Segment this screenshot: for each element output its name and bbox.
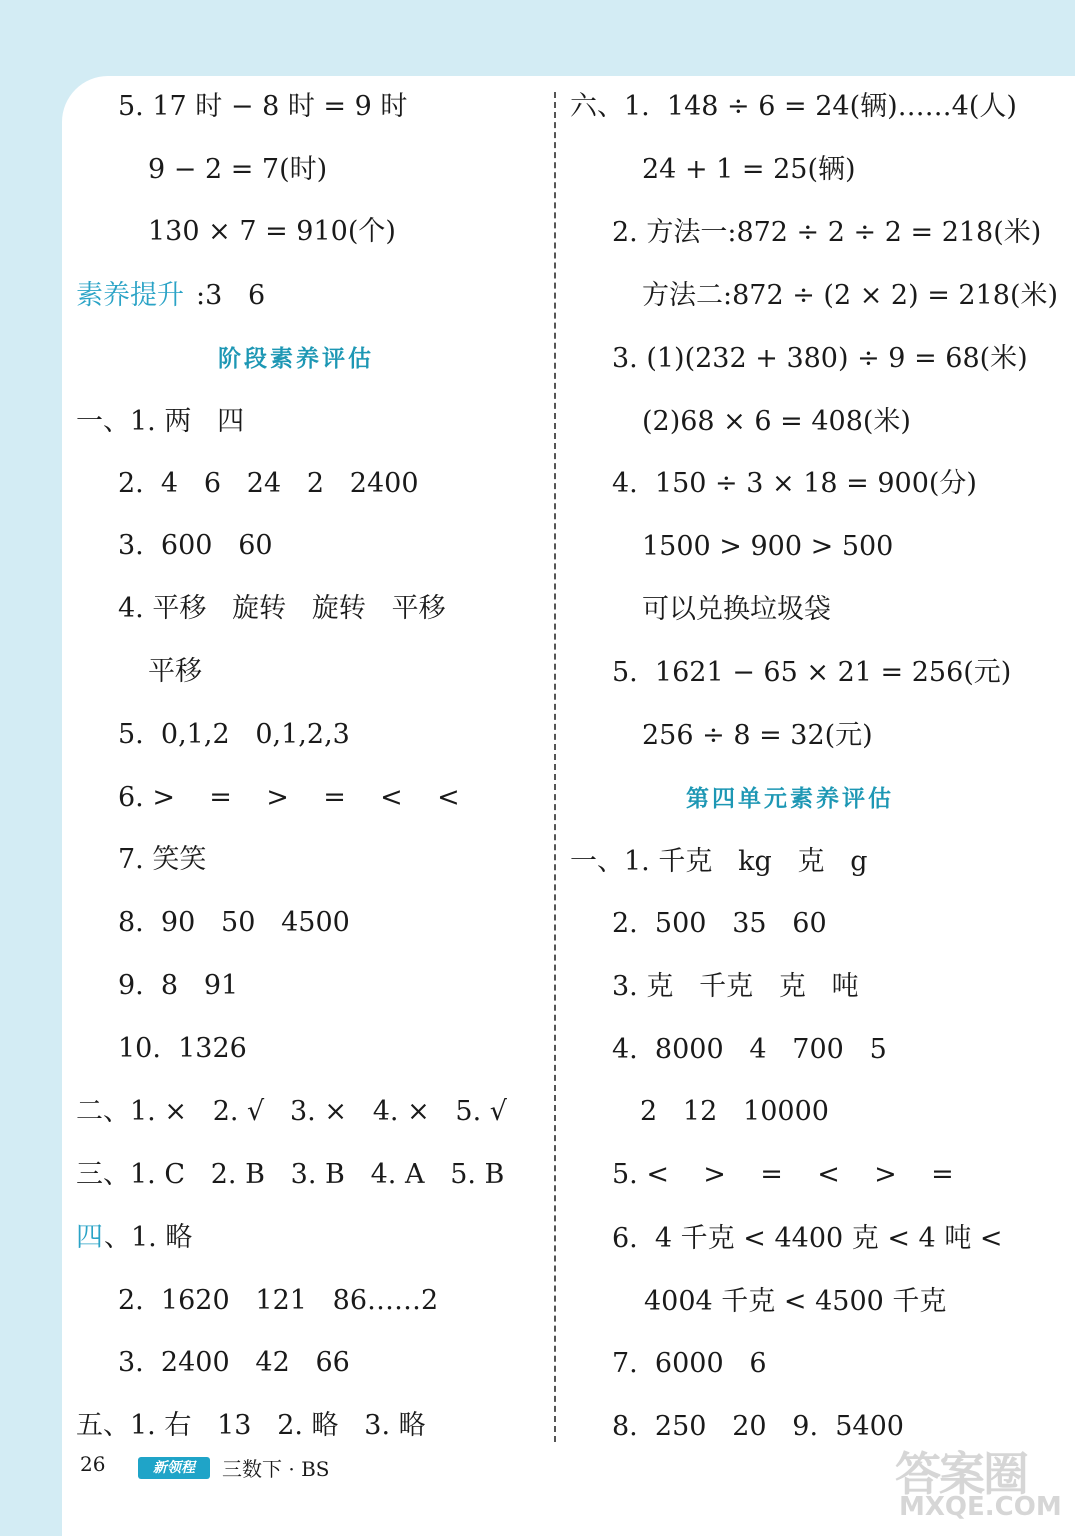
answer-line: 5. 1621 − 65 × 21 = 256(元) [612,657,1012,688]
answer-line: 一、1. 两 四 [76,406,245,437]
answer-line: 130 × 7 = 910(个) [148,216,396,247]
answer-line: 三、1. C 2. B 3. B 4. A 5. B [76,1159,505,1190]
section-number-cyan: 四 [76,1222,103,1253]
answer-line: 2. 4 6 24 2 2400 [118,468,419,499]
answer-line: 3. (1)(232 + 380) ÷ 9 = 68(米) [612,343,1028,374]
answer-line: 3. 克 千克 克 吨 [612,971,859,1002]
answer-line: 6. > = > = < < [118,782,460,813]
answer-line: 、1. 略 [104,1222,193,1253]
answer-line: 9. 8 91 [118,970,239,1001]
answer-line: 256 ÷ 8 = 32(元) [642,720,873,751]
answer-line: 24 + 1 = 25(辆) [642,154,856,185]
answer-line: 3. 600 60 [118,530,273,561]
answer-line: 10. 1326 [118,1033,247,1064]
answer-line: 7. 6000 6 [612,1348,767,1379]
answer-line: 5. 17 时 − 8 时 = 9 时 [118,91,408,122]
answer-line: 3. 2400 42 66 [118,1347,350,1378]
answer-line: 5. < > = < > = [612,1159,954,1190]
answer-line: 4. 150 ÷ 3 × 18 = 900(分) [612,468,977,499]
answer-line: 2 12 10000 [640,1096,829,1127]
section-label-literacy: 素养提升 [76,280,184,311]
section-heading: 第四单元素养评估 [686,785,894,812]
answer-line: 9 − 2 = 7(时) [148,154,328,185]
answer-line: 五、1. 右 13 2. 略 3. 略 [76,1410,426,1441]
answer-line: 8. 90 50 4500 [118,907,350,938]
answer-line: 5. 0,1,2 0,1,2,3 [118,719,350,750]
watermark [895,1438,1060,1528]
answer-line: 二、1. × 2. √ 3. × 4. × 5. √ [76,1096,507,1127]
answer-line: (2)68 × 6 = 408(米) [642,406,911,437]
answer-line: 4. 平移 旋转 旋转 平移 [118,593,446,624]
answer-line: 6. 4 千克 < 4400 克 < 4 吨 < [612,1223,1003,1254]
page-number: 26 [80,1452,106,1476]
answer-line: 方法二:872 ÷ (2 × 2) = 218(米) [642,280,1059,311]
answer-line: 平移 [148,656,202,687]
watermark-url: MXQE.COM [899,1492,1062,1522]
answer-line: 2. 方法一:872 ÷ 2 ÷ 2 = 218(米) [612,217,1042,248]
section-heading: 阶段素养评估 [218,345,374,372]
answer-line: 4. 8000 4 700 5 [612,1034,887,1065]
answer-line: 8. 250 20 9. 5400 [612,1411,904,1442]
answer-line: 2. 1620 121 86……2 [118,1285,439,1316]
brand-logo: 新领程 [138,1457,210,1479]
answer-line: :3 6 [196,280,266,311]
watermark-logo: 答案圈 [895,1447,1027,1501]
column-divider [554,92,556,1442]
answer-line: 可以兑换垃圾袋 [642,594,831,625]
book-subtitle: 三数下 · BS [222,1457,330,1481]
answer-line: 4004 千克 < 4500 千克 [644,1286,947,1317]
answer-line: 7. 笑笑 [118,844,207,875]
answer-line: 一、1. 千克 kg 克 g [570,846,868,877]
answer-line: 1500 > 900 > 500 [642,531,894,562]
answer-line: 2. 500 35 60 [612,908,827,939]
answer-line: 六、1. 148 ÷ 6 = 24(辆)……4(人) [570,91,1017,122]
